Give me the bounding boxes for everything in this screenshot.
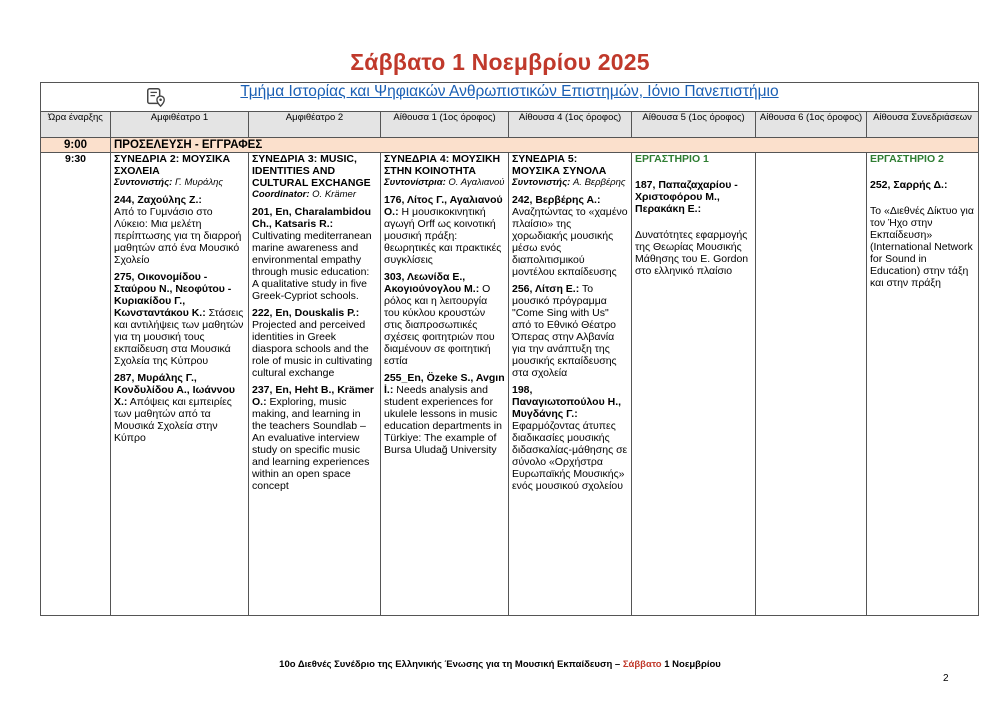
paper-title: Στάσεις και αντιλήψεις των μαθητών για τη μουσική τους εκπαίδευση στα Μουσικά Σχολεία της Κύπρου [114,307,244,367]
department-cell [41,83,979,112]
footer-text: 10ο Διεθνές Συνέδριο της Ελληνικής Ένωσης για τη Μουσική Εκπαίδευση – [279,659,621,670]
session-coordinator: Coordinator: O. Krämer [252,189,356,200]
paper-title: Exploring, music making, and learning in the teachers Soundlab – An evaluative interview study on specific music and learning experiences within an open space concept [252,396,370,492]
session-title: ΣΥΝΕΔΡΙΑ 2: ΜΟΥΣΙΚΑ ΣΧΟΛΕΙΑ [114,153,231,177]
paper-title: Εφαρμόζοντας άτυπες διαδικασίες μουσικής διδασκαλίας-μάθησης σε σύνολο «Ορχήστρα Ευρωπαϊκής Μουσικής» ενός μουσικού σχολείου [512,420,628,492]
paper-authors: 237, En, Heht B., Krämer O.: [252,384,374,408]
paper-authors: 244, Ζαχούλης Ζ.: [114,194,202,206]
page-title: Σάββατο 1 Νοεμβρίου 2025 [350,49,650,75]
paper-title: Δυνατότητες εφαρμογής της Θεωρίας Μουσικής Μάθησης του E. Gordon στο ελληνικό πλαίσιο [635,229,749,277]
paper-authors: 275, Οικονομίδου - Σταύρου Ν., Νεοφύτου - Κυριακίδου Γ., Κωνσταντάκου Κ.: [114,271,232,319]
header-time: Ώρα έναρξης [41,112,111,138]
venue-pin-icon [145,86,167,108]
paper-authors: 256, Λίτση Ε.: [512,283,580,295]
paper-item [384,194,505,266]
paper-authors: 198, Παναγιωτοπούλου Η., Μυγδάνης Γ.: [512,384,622,420]
paper-item [252,307,377,379]
paper-item [384,372,505,456]
paper-authors: 242, Βερβέρης Α.: [512,194,601,206]
footer-date: 1 Νοεμβρίου [664,659,721,670]
session-title: ΣΥΝΕΔΡΙΑ 5: ΜΟΥΣΙΚΑ ΣΥΝΟΛΑ [512,153,607,177]
paper-title: Αναζητώντας το «χαμένο πλαίσιο» της χορωδιακής μουσικής μέσω ενός διαπολιτισμικού μοντέλου εκπαίδευσης [512,206,628,278]
session-4-cell [381,153,509,616]
paper-item [114,194,245,266]
session-title: ΣΥΝΕΔΡΙΑ 4: ΜΟΥΣΙΚΗ ΣΤΗΝ ΚΟΙΝΟΤΗΤΑ [384,153,501,177]
paper-item [512,194,628,278]
workshop-title: ΕΡΓΑΣΤΗΡΙΟ 1 [635,153,709,165]
paper-item [114,271,245,367]
paper-authors: 287, Μυράλης Γ., Κονδυλίδου Α., Ιωάννου Χ.: [114,372,236,408]
paper-title: Το μουσικό πρόγραμμα "Come Sing with Us" από το Εθνικό Θέατρο Όπερας στην Αλβανία για την ανάπτυξη της μουσικής εκπαίδευσης στα σχολεία [512,283,617,379]
header-room-3: Αίθουσα 1 (1ος όροφος) [381,112,509,138]
paper-authors: 176, Λίτος Γ., Αγαλιανού Ο.: [384,194,503,218]
header-room-6: Αίθουσα 6 (1ος όροφος) [756,112,867,138]
paper-authors: 255_En, Özeke S., Avgın İ.: [384,372,505,396]
arrival-row [41,138,979,153]
paper-item [252,384,377,492]
session-coordinator: Συντονιστής: Α. Βερβέρης [512,177,626,188]
workshop-1-cell [632,153,756,616]
paper-item [512,283,628,379]
paper-title: Το «Διεθνές Δίκτυο για τον Ήχο στην Εκπαίδευση» (International Network for Sound in Education) στην τάξη και στην πράξη [870,205,974,289]
session-time: 9:30 [41,153,111,616]
paper-item [384,271,505,367]
paper-item [512,384,628,492]
workshop-title: ΕΡΓΑΣΤΗΡΙΟ 2 [870,153,944,165]
session-5-cell [509,153,632,616]
header-row [41,112,979,138]
paper-authors: 222, En, Douskalis P.: [252,307,360,319]
paper-authors: 187, Παπαζαχαρίου - Χριστοφόρου Μ., Περακάκη Ε.: [635,179,738,215]
room-6-empty-cell [756,153,867,616]
paper-item [114,372,245,444]
sessions-row [41,153,979,616]
paper-title: Η μουσικοκινητική αγωγή Orff ως κοινοτική μουσική πράξη: θεωρητικές και πρακτικές συγκλίσεις [384,206,502,266]
page-number: 2 [943,673,949,684]
paper-title: Ο ρόλος και η λειτουργία του κύκλου κρουστών στις διαπροσωπικές σχέσεις φοιτητριών που διαμένουν σε φοιτητική εστία [384,283,495,367]
header-room-5: Αίθουσα 5 (1ος όροφος) [632,112,756,138]
paper-authors: 303, Λεωνίδα Ε., Ακογιούνογλου Μ.: [384,271,480,295]
footer [0,659,1000,670]
header-room-2: Αμφιθέατρο 2 [249,112,381,138]
footer-day: Σάββατο [622,659,662,670]
workshop-2-cell [867,153,979,616]
paper-authors: 252, Σαρρής Δ.: [870,179,948,191]
session-coordinator: Συντονιστής: Γ. Μυράλης [114,177,224,188]
programme-table [40,82,979,616]
paper-item [252,206,377,302]
paper-authors: 201, En, Charalambidou Ch., Katsaris R.: [252,206,372,230]
session-coordinator: Συντονίστρια: Ο. Αγαλιανού [384,177,505,188]
arrival-label: ΠΡΟΣΕΛΕΥΣΗ - ΕΓΓΡΑΦΕΣ [111,138,979,153]
paper-title: Projected and perceived identities in Greek diaspora schools and the role of music in cultivating cultural exchange [252,319,373,379]
department-row [41,83,979,112]
session-title: ΣΥΝΕΔΡΙΑ 3: MUSIC, IDENTITIES AND CULTURAL EXCHANGE [252,153,371,189]
paper-title: Cultivating mediterranean marine awareness and environmental empathy through music education: A qualitative study in five Greek-Cypriot schools. [252,230,372,302]
paper-title: Απόψεις και εμπειρίες των μαθητών από τα Μουσικά Σχολεία στην Κύπρο [114,396,232,444]
paper-title: Από το Γυμνάσιο στο Λύκειο: Μια μελέτη περίπτωσης για τη διαρροή μαθητών από ένα Μουσικό Σχολείο [114,206,242,266]
arrival-time: 9:00 [41,138,111,153]
header-room-7: Αίθουσα Συνεδριάσεων [867,112,979,138]
paper-title: Needs analysis and student experiences for ukulele lessons in music education departments in Türkiye: The example of Bursa Uludağ University [384,384,502,456]
header-room-1: Αμφιθέατρο 1 [111,112,249,138]
department-link[interactable]: Τμήμα Ιστορίας και Ψηφιακών Ανθρωπιστικών Επιστημών, Ιόνιο Πανεπιστήμιο [240,83,779,100]
header-room-4: Αίθουσα 4 (1ος όροφος) [509,112,632,138]
session-3-cell [249,153,381,616]
session-2-cell [111,153,249,616]
